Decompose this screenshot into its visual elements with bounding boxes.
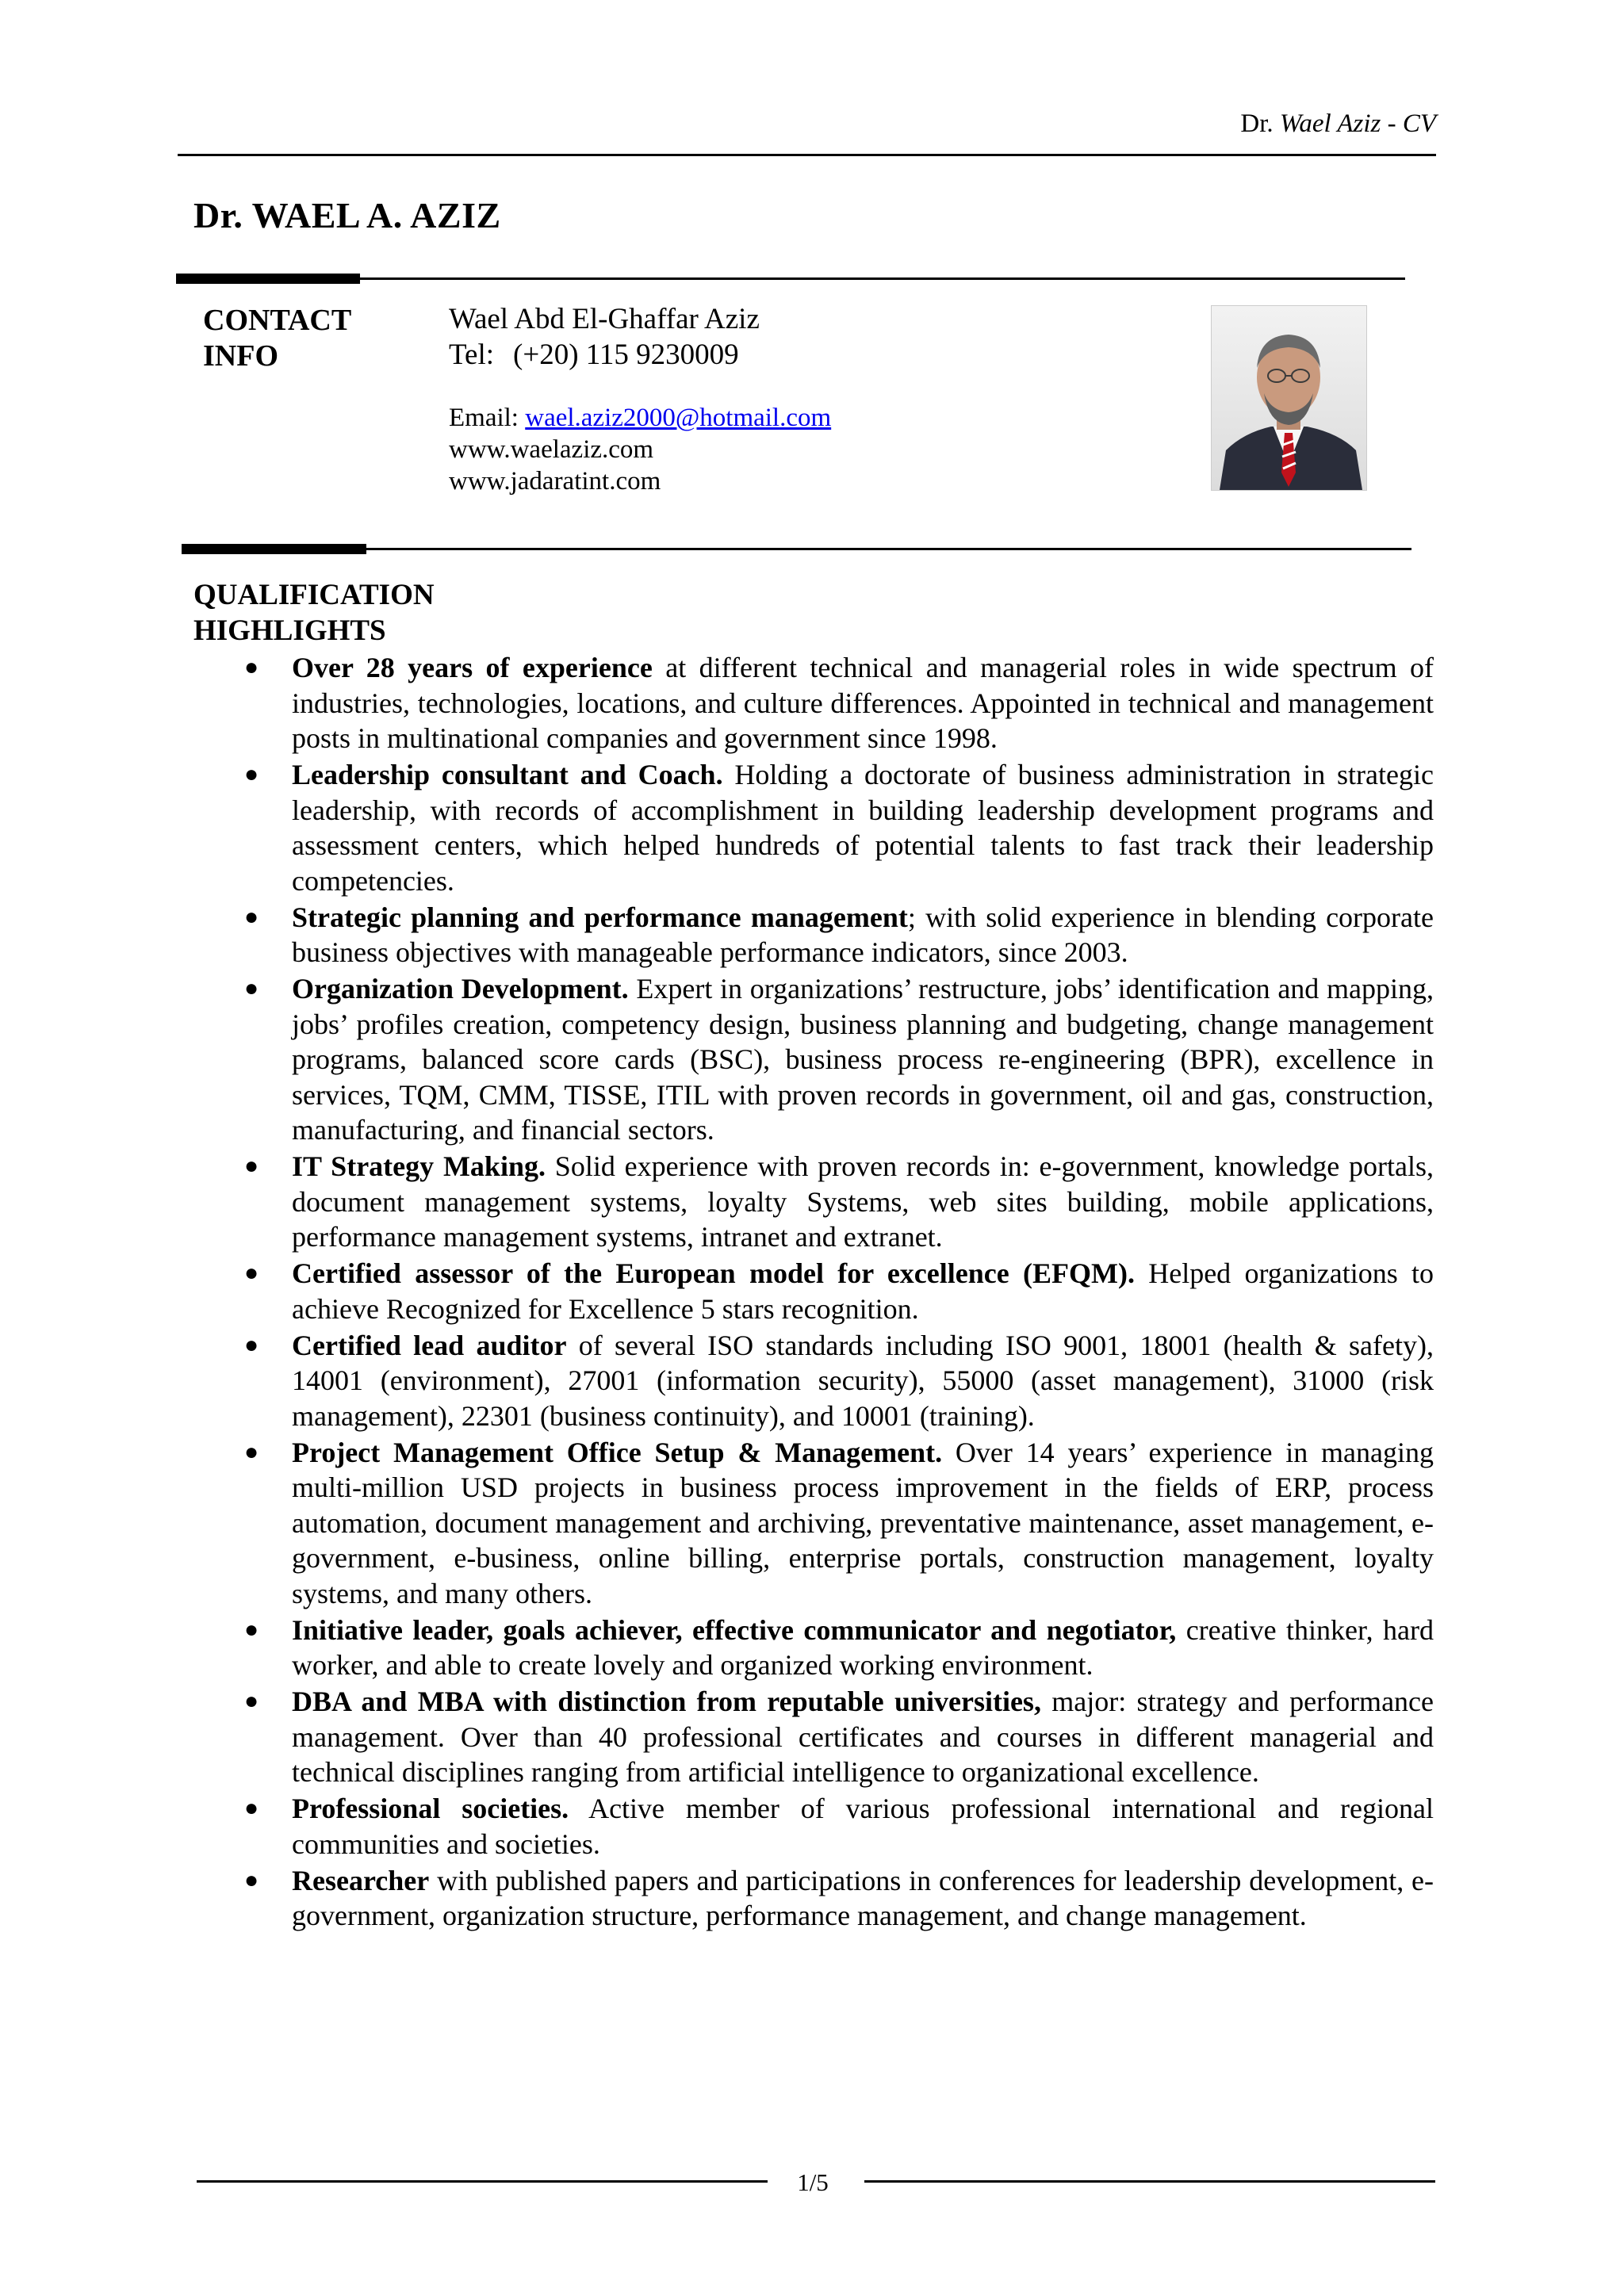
highlight-item bbox=[244, 1435, 1434, 1612]
bullet-icon: ● bbox=[244, 654, 259, 680]
contact-email-line bbox=[449, 402, 831, 434]
highlight-text: with published papers and participations in conferences for leadership development, e-government, organization structure, performance management, and change management. bbox=[292, 1864, 1434, 1931]
highlight-item bbox=[244, 900, 1434, 970]
contact-label-line2: INFO bbox=[203, 339, 278, 373]
highlight-text: at different technical and managerial roles in wide spectrum of industries, technologies, locations, and culture differences. Appointed in technical and management posts in multinational companies and government since 1998. bbox=[292, 652, 1434, 754]
highlight-heading: Initiative leader, goals achiever, effective communicator and negotiator, bbox=[292, 1613, 1177, 1646]
highlight-text: Expert in organizations’ restructure, jobs’ identification and mapping, jobs’ profiles creation, competency design, business planning and budgeting, change management programs, balanced score cards (BSC), business process re-engineering (BPR), excellence in services, TQM, CMM, TISSE, ITIL with proven records in government, oil and gas, construction, manufacturing, and financial sectors. bbox=[292, 973, 1434, 1146]
highlight-heading: IT Strategy Making. bbox=[292, 1150, 546, 1182]
bullet-icon: ● bbox=[244, 1616, 259, 1643]
bullet-icon: ● bbox=[244, 1260, 259, 1286]
separator-rule-1 bbox=[176, 277, 1405, 280]
highlight-heading: Researcher bbox=[292, 1864, 430, 1896]
bullet-icon: ● bbox=[244, 1153, 259, 1179]
bullet-icon: ● bbox=[244, 1438, 259, 1465]
bullet-icon: ● bbox=[244, 903, 259, 930]
highlight-item bbox=[244, 1328, 1434, 1434]
highlight-heading: Leadership consultant and Coach. bbox=[292, 759, 723, 790]
contact-details bbox=[449, 301, 831, 497]
contact-label-line1: CONTACT bbox=[203, 304, 352, 337]
highlight-heading: Strategic planning and performance management bbox=[292, 901, 908, 933]
contact-phone bbox=[449, 337, 831, 373]
highlight-item bbox=[244, 757, 1434, 898]
section-title-line2: HIGHLIGHTS bbox=[193, 614, 386, 647]
highlight-heading: Professional societies. bbox=[292, 1793, 569, 1824]
highlight-text: creative thinker, hard worker, and able to create lovely and organized working environment. bbox=[292, 1613, 1434, 1681]
bullet-icon: ● bbox=[244, 1795, 259, 1821]
email-link[interactable]: wael.aziz2000@hotmail.com bbox=[525, 404, 832, 432]
highlight-text: Solid experience with proven records in: e-government, knowledge portals, document management systems, loyalty Systems, web sites building, mobile applications, performance management systems, intranet and extranet. bbox=[292, 1150, 1434, 1253]
contact-full-name: Wael Abd El-Ghaffar Aziz bbox=[449, 303, 760, 335]
highlight-heading: Certified assessor of the European model for excellence (EFQM). bbox=[292, 1257, 1135, 1289]
highlight-heading: Certified lead auditor bbox=[292, 1329, 567, 1361]
highlight-text: major: strategy and performance management. Over than 40 professional certificates and courses in different managerial and technical disciplines ranging from artificial intelligence to organizational excellence. bbox=[292, 1686, 1434, 1788]
highlight-item bbox=[244, 971, 1434, 1148]
highlight-heading: Over 28 years of experience bbox=[292, 652, 653, 683]
highlight-item bbox=[244, 1149, 1434, 1255]
highlight-text: of several ISO standards including ISO 9001, 18001 (health & safety), 14001 (environment), 27001 (information security), 55000 (asset management), 31000 (risk management), 22301 (business continuity), and 10001 (training). bbox=[292, 1329, 1434, 1432]
contact-info-label bbox=[203, 303, 351, 374]
running-header-prefix: Dr. bbox=[1240, 109, 1280, 138]
highlight-text: Helped organizations to achieve Recognized for Excellence 5 stars recognition. bbox=[292, 1257, 1434, 1325]
highlight-item bbox=[244, 1256, 1434, 1326]
qualification-highlights-title bbox=[193, 577, 435, 649]
bullet-icon: ● bbox=[244, 761, 259, 787]
phone-label: Tel: bbox=[449, 339, 494, 371]
highlight-item bbox=[244, 1613, 1434, 1683]
email-label: Email: bbox=[449, 404, 519, 432]
section-title-line1: QUALIFICATION bbox=[193, 579, 435, 611]
bullet-icon: ● bbox=[244, 1331, 259, 1358]
bullet-icon: ● bbox=[244, 1688, 259, 1714]
profile-photo-image bbox=[1212, 306, 1366, 490]
qualification-highlights-list bbox=[244, 650, 1434, 1934]
highlight-item bbox=[244, 650, 1434, 756]
highlight-item bbox=[244, 1791, 1434, 1862]
highlight-item bbox=[244, 1684, 1434, 1790]
highlight-text: Active member of various professional international and regional communities and societies. bbox=[292, 1793, 1434, 1860]
highlight-heading: DBA and MBA with distinction from reputable universities, bbox=[292, 1686, 1041, 1717]
highlight-text: Holding a doctorate of business administration in strategic leadership, with records of accomplishment in building leadership development programs and assessment centers, which helped hundreds of potential talents to fast track their leadership competencies. bbox=[292, 759, 1434, 897]
highlight-heading: Organization Development. bbox=[292, 973, 629, 1004]
bullet-icon: ● bbox=[244, 975, 259, 1001]
highlight-item bbox=[244, 1863, 1434, 1934]
website-2: www.jadaratint.com bbox=[449, 467, 661, 496]
profile-photo bbox=[1211, 305, 1367, 491]
highlight-text: ; with solid experience in blending corporate business objectives with manageable performance indicators, since 2003. bbox=[292, 901, 1434, 968]
cv-title: Dr. WAEL A. AZIZ bbox=[193, 195, 501, 235]
phone-value: (+20) 115 9230009 bbox=[513, 339, 739, 371]
highlight-heading: Project Management Office Setup & Management. bbox=[292, 1436, 943, 1468]
running-header bbox=[178, 108, 1436, 140]
bullet-icon: ● bbox=[244, 1866, 259, 1893]
header-rule bbox=[178, 154, 1436, 156]
page-number: 1/5 bbox=[797, 2168, 829, 2196]
footer-rule-left bbox=[197, 2180, 768, 2183]
highlight-text: Over 14 years’ experience in managing multi-million USD projects in business process improvement in the fields of ERP, process automation, document management and archiving, preventative maintenance, asset management, e-government, e-business, online billing, enterprise portals, construction management, loyalty systems, and many others. bbox=[292, 1436, 1434, 1609]
footer-rule-right bbox=[864, 2180, 1435, 2183]
website-1: www.waelaziz.com bbox=[449, 435, 654, 464]
separator-rule-2 bbox=[182, 548, 1411, 550]
running-header-name: Wael Aziz - CV bbox=[1279, 109, 1436, 138]
